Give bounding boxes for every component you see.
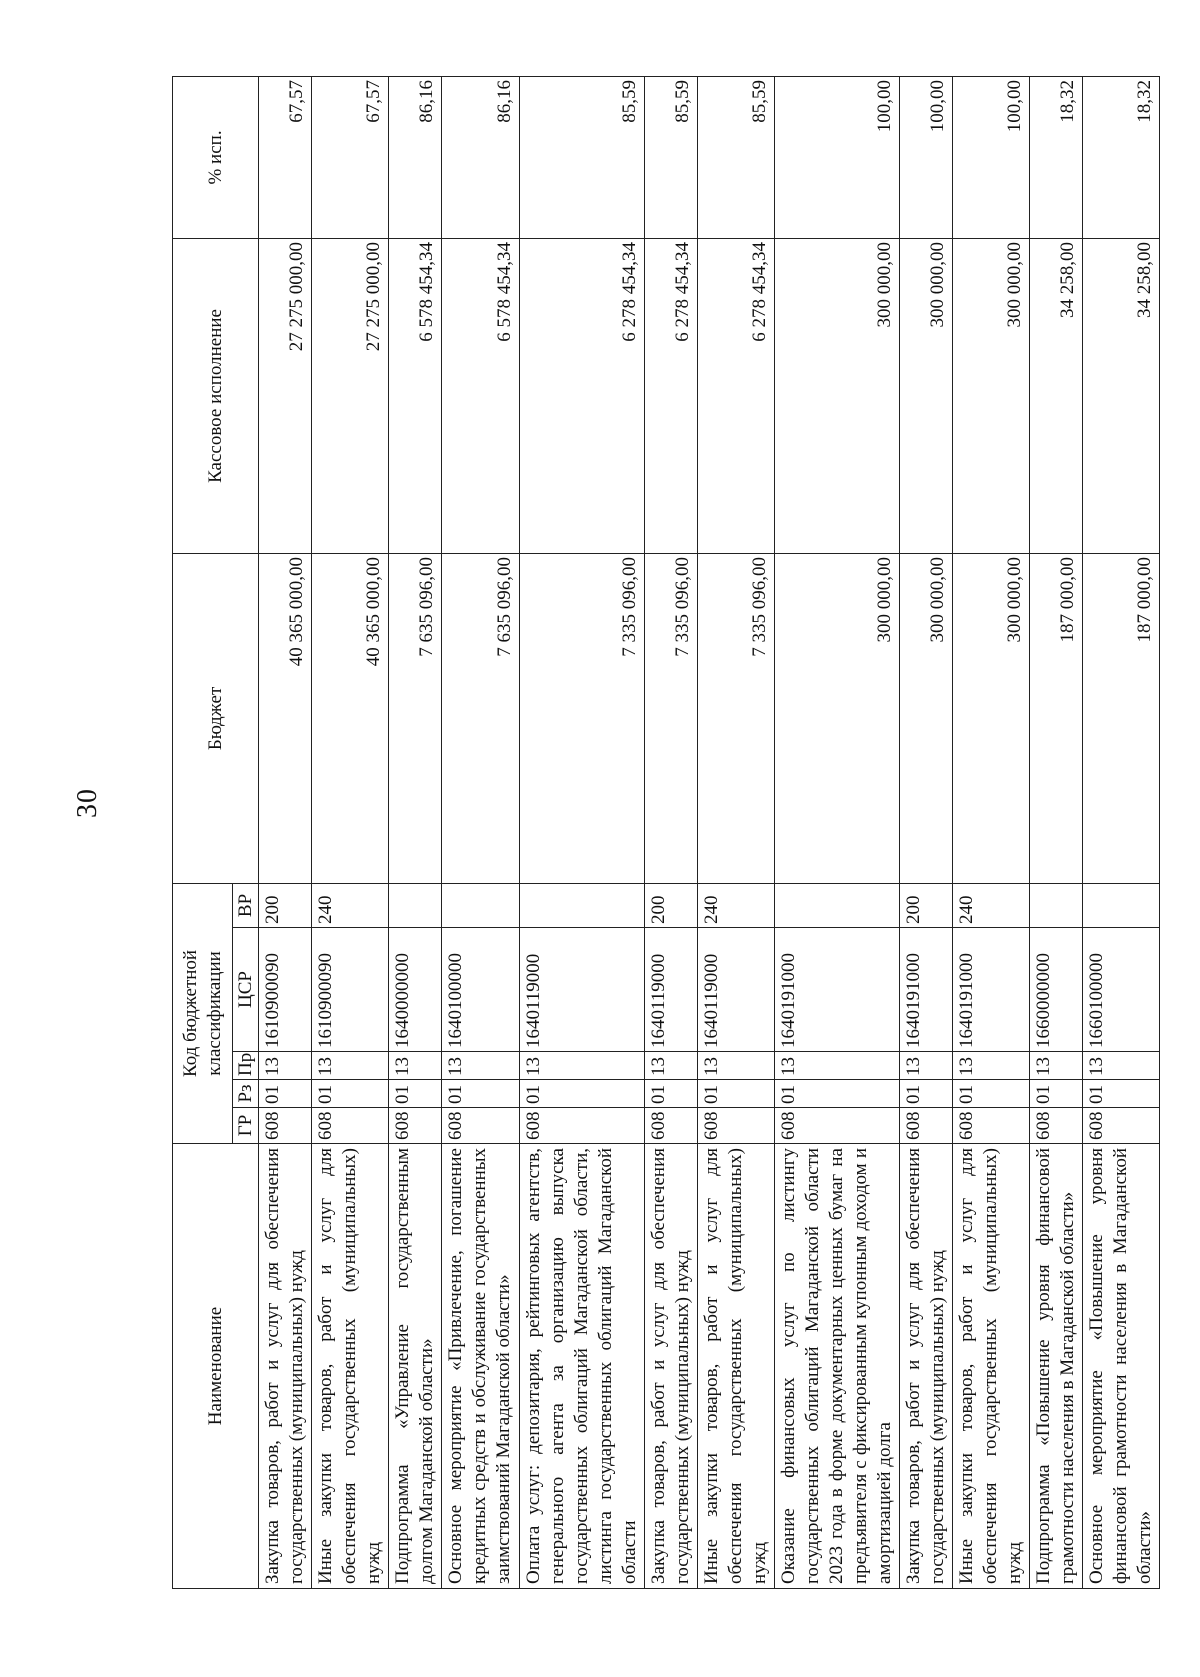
row-rz: 01 [1083,1080,1160,1108]
row-vr: 200 [259,883,312,927]
row-cash: 300 000,00 [953,238,1030,553]
row-rz: 01 [442,1080,520,1108]
row-name: Подпрограмма «Повышение уровня финансовой грамотности населения в Магаданской области» [1030,1144,1083,1589]
row-vr [775,883,900,927]
row-cash: 34 258,00 [1083,238,1160,553]
row-gr: 608 [520,1108,645,1144]
row-rz: 01 [900,1080,953,1108]
row-pr: 13 [953,1052,1030,1080]
row-gr: 608 [389,1108,442,1144]
row-name: Подпрограмма «Управление государственным долгом Магаданской области» [389,1144,442,1589]
row-budget: 40 365 000,00 [259,553,312,883]
table-row [259,76,312,1588]
row-pr: 13 [1083,1052,1160,1080]
row-gr: 608 [698,1108,775,1144]
header-name: Наименование [173,1144,259,1589]
row-name: Закупка товаров, работ и услуг для обеспечения государственных (муниципальных) нужд [900,1144,953,1589]
row-pct: 67,57 [312,76,389,238]
row-pct: 85,59 [520,76,645,238]
row-gr: 608 [442,1108,520,1144]
row-budget: 300 000,00 [953,553,1030,883]
row-pr: 13 [312,1052,389,1080]
row-cash: 6 578 454,34 [389,238,442,553]
row-rz: 01 [698,1080,775,1108]
row-name: Иные закупки товаров, работ и услуг для обеспечения государственных (муниципальных) нужд [312,1144,389,1589]
row-gr: 608 [775,1108,900,1144]
row-name: Основное мероприятие «Привлечение, погашение кредитных средств и обслуживание государственных заимствований Магаданской области» [442,1144,520,1589]
row-cash: 6 278 454,34 [698,238,775,553]
row-pr: 13 [775,1052,900,1080]
row-pct: 86,16 [389,76,442,238]
row-vr: 240 [312,883,389,927]
row-pct: 86,16 [442,76,520,238]
row-budget: 7 335 096,00 [520,553,645,883]
row-pct: 100,00 [900,76,953,238]
table-row [953,76,1030,1588]
row-vr: 200 [645,883,698,927]
row-pr: 13 [520,1052,645,1080]
row-rz: 01 [645,1080,698,1108]
row-rz: 01 [312,1080,389,1108]
row-pct: 18,32 [1030,76,1083,238]
row-cash: 6 278 454,34 [520,238,645,553]
row-name: Основное мероприятие «Повышение уровня финансовой грамотности населения в Магаданской области» [1083,1144,1160,1589]
header-vr: ВР [233,883,259,927]
table-row [645,76,698,1588]
row-cash: 6 578 454,34 [442,238,520,553]
row-cash: 34 258,00 [1030,238,1083,553]
row-csr: 1660100000 [1083,928,1160,1052]
row-budget: 7 635 096,00 [389,553,442,883]
table-row [775,76,900,1588]
header-cash: Кассовое исполнение [173,238,259,553]
row-name: Оказание финансовых услуг по листингу государственных облигаций Магаданской области 2023 года в форме документарных ценных бумаг на предъявителя с фиксированным купонным доходом и амортизацией долга [775,1144,900,1589]
row-name: Закупка товаров, работ и услуг для обеспечения государственных (муниципальных) нужд [259,1144,312,1589]
row-csr: 1640119000 [520,928,645,1052]
row-cash: 300 000,00 [900,238,953,553]
row-rz: 01 [775,1080,900,1108]
table-row [900,76,953,1588]
row-budget: 300 000,00 [775,553,900,883]
row-budget: 187 000,00 [1030,553,1083,883]
row-name: Закупка товаров, работ и услуг для обеспечения государственных (муниципальных) нужд [645,1144,698,1589]
row-pr: 13 [442,1052,520,1080]
row-vr [1083,883,1160,927]
row-cash: 6 278 454,34 [645,238,698,553]
row-csr: 1640191000 [775,928,900,1052]
header-code-group: Код бюджетной классификации [173,883,233,1143]
row-csr: 1640119000 [645,928,698,1052]
header-rz: Рз [233,1080,259,1108]
header-budget: Бюджет [173,553,259,883]
row-vr [442,883,520,927]
row-gr: 608 [900,1108,953,1144]
row-budget: 187 000,00 [1083,553,1160,883]
row-pct: 100,00 [953,76,1030,238]
row-name: Иные закупки товаров, работ и услуг для обеспечения государственных (муниципальных) нужд [953,1144,1030,1589]
row-gr: 608 [259,1108,312,1144]
row-cash: 300 000,00 [775,238,900,553]
row-vr: 240 [953,883,1030,927]
row-pr: 13 [645,1052,698,1080]
header-csr: ЦСР [233,928,259,1052]
row-csr: 1640191000 [900,928,953,1052]
table-row [520,76,645,1588]
rotated-table-wrapper [172,77,1155,1589]
budget-table [172,76,1160,1589]
row-gr: 608 [953,1108,1030,1144]
row-budget: 300 000,00 [900,553,953,883]
row-name: Оплата услуг: депозитария, рейтинговых агентств, генерального агента за организацию выпуска государственных облигаций Магаданской области, листинга государственных облигаций Магаданской области [520,1144,645,1589]
table-row [1083,76,1160,1588]
row-name: Иные закупки товаров, работ и услуг для обеспечения государственных (муниципальных) нужд [698,1144,775,1589]
table-row [442,76,520,1588]
row-vr [1030,883,1083,927]
row-csr: 1660000000 [1030,928,1083,1052]
row-rz: 01 [953,1080,1030,1108]
row-pct: 85,59 [698,76,775,238]
row-gr: 608 [1083,1108,1160,1144]
page-number: 30 [72,788,103,818]
row-csr: 1640000000 [389,928,442,1052]
row-budget: 40 365 000,00 [312,553,389,883]
row-rz: 01 [520,1080,645,1108]
row-rz: 01 [389,1080,442,1108]
header-pct: % исп. [173,76,259,238]
header-gr: ГР [233,1108,259,1144]
row-pr: 13 [1030,1052,1083,1080]
row-csr: 1640100000 [442,928,520,1052]
row-gr: 608 [312,1108,389,1144]
row-budget: 7 335 096,00 [698,553,775,883]
row-gr: 608 [645,1108,698,1144]
row-pr: 13 [389,1052,442,1080]
row-vr: 240 [698,883,775,927]
row-cash: 27 275 000,00 [312,238,389,553]
row-csr: 1610900090 [312,928,389,1052]
row-pr: 13 [900,1052,953,1080]
table-row [389,76,442,1588]
row-budget: 7 635 096,00 [442,553,520,883]
row-vr [389,883,442,927]
table-row [1030,76,1083,1588]
row-pct: 67,57 [259,76,312,238]
row-cash: 27 275 000,00 [259,238,312,553]
row-pct: 85,59 [645,76,698,238]
row-rz: 01 [259,1080,312,1108]
row-vr [520,883,645,927]
row-pr: 13 [698,1052,775,1080]
row-rz: 01 [1030,1080,1083,1108]
row-budget: 7 335 096,00 [645,553,698,883]
row-csr: 1640119000 [698,928,775,1052]
table-row [312,76,389,1588]
row-vr: 200 [900,883,953,927]
row-pct: 100,00 [775,76,900,238]
table-row [698,76,775,1588]
row-csr: 1640191000 [953,928,1030,1052]
row-gr: 608 [1030,1108,1083,1144]
row-csr: 1610900090 [259,928,312,1052]
row-pr: 13 [259,1052,312,1080]
header-pr: Пр [233,1052,259,1080]
row-pct: 18,32 [1083,76,1160,238]
